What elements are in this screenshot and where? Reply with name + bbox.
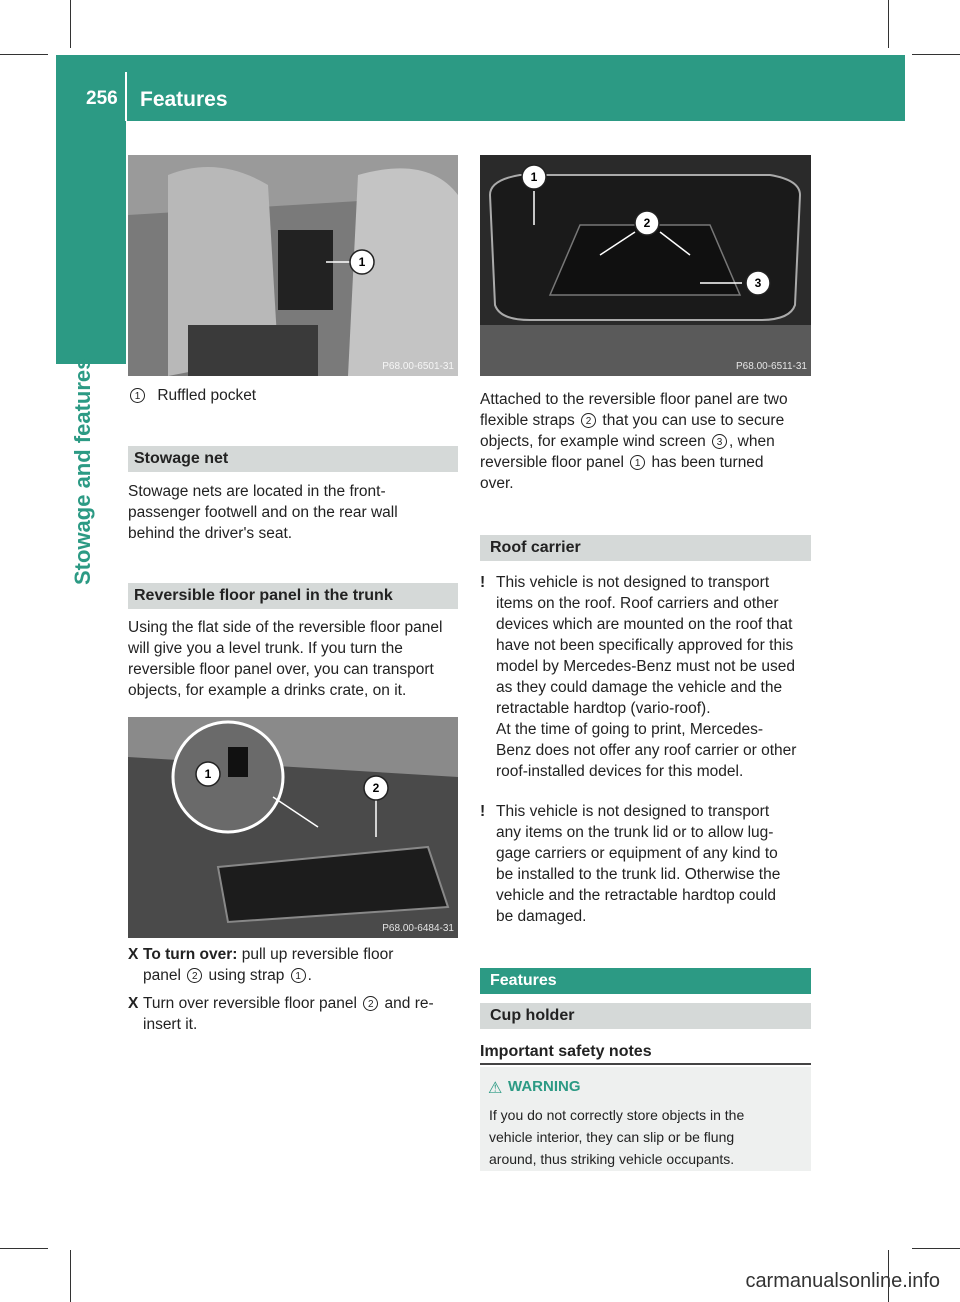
text-line: Benz does not offer any roof carrier or other: [496, 742, 797, 759]
photo-code: P68.00-6511-31: [736, 361, 807, 372]
caption-ruffled-pocket: [128, 385, 256, 406]
text-line: This vehicle is not designed to transport: [496, 574, 770, 591]
text-line: behind the driver's seat.: [128, 525, 293, 542]
floor-panel-photo: [480, 155, 811, 376]
divider: [480, 1063, 811, 1065]
section-title: Features: [140, 88, 228, 111]
svg-text:1: 1: [204, 767, 212, 781]
trunk-illustration: [128, 717, 458, 938]
step-text: pull up reversible floor: [237, 946, 394, 963]
straps-text: [480, 389, 815, 494]
svg-text:2: 2: [643, 216, 651, 230]
callout-number: 3: [712, 434, 727, 449]
step-text: panel: [143, 967, 186, 984]
step-text: Turn over reversible floor panel: [143, 995, 362, 1012]
crop-mark: [912, 54, 960, 55]
text-line: any items on the trunk lid or to allow lug-: [496, 824, 774, 841]
crop-mark: [912, 1248, 960, 1249]
text-line: [480, 410, 815, 431]
text-line: be damaged.: [496, 908, 587, 925]
text-line: reversible floor panel over, you can transport: [128, 661, 434, 678]
text-line: roof-installed devices for this model.: [496, 763, 744, 780]
warning-icon: ⚠: [488, 1080, 503, 1097]
caption-text: Ruffled pocket: [157, 387, 257, 404]
text-line: This vehicle is not designed to transport: [496, 803, 770, 820]
page-number: 256: [86, 88, 118, 109]
text-line: [480, 452, 815, 473]
heading-cup-holder: Cup holder: [480, 1003, 811, 1029]
crop-mark: [0, 1248, 48, 1249]
callout-number: 1: [130, 388, 145, 403]
warning-text: [489, 1104, 807, 1170]
notice-icon: !: [480, 803, 486, 820]
floor-panel-illustration: [480, 155, 811, 376]
text-span: has been turned: [651, 454, 764, 471]
step-text: using strap: [204, 967, 289, 984]
text-line: At the time of going to print, Mercedes-: [496, 721, 764, 738]
watermark: carmanualsonline.info: [745, 1270, 940, 1292]
text-line: around, thus striking vehicle occupants.: [489, 1151, 735, 1167]
text-line: will give you a level trunk. If you turn the: [128, 640, 403, 657]
side-tab: [56, 121, 126, 321]
warning-title: WARNING: [508, 1078, 581, 1095]
text-line: retractable hardtop (vario-roof).: [496, 700, 711, 717]
step-arrow: X: [128, 995, 139, 1012]
crop-mark: [70, 0, 71, 48]
crop-mark: [0, 54, 48, 55]
svg-text:3: 3: [754, 276, 762, 290]
notice-icon: !: [480, 574, 486, 591]
text-line: objects, for example a drinks crate, on it.: [128, 682, 407, 699]
text-line: model by Mercedes-Benz must not be used: [496, 658, 795, 675]
text-line: over.: [480, 475, 514, 492]
heading-stowage-net: Stowage net: [128, 446, 458, 472]
svg-text:1: 1: [530, 170, 538, 184]
heading-roof-carrier: Roof carrier: [480, 535, 811, 561]
text-line: vehicle and the retractable hardtop could: [496, 887, 777, 904]
crop-mark: [70, 1250, 71, 1302]
stowage-net-text: [128, 481, 458, 544]
text-line: Stowage nets are located in the front-: [128, 483, 386, 500]
callout-number: 2: [363, 996, 378, 1011]
seat-illustration: [128, 155, 458, 376]
text-span: reversible floor panel: [480, 454, 624, 471]
step-text: and re-: [380, 995, 434, 1012]
step-turn-over: X To turn over: pull up reversible floor panel 2 using strap 1 .: [128, 946, 394, 984]
step-reinsert: [128, 993, 458, 1033]
text-line: Using the flat side of the reversible floor panel: [128, 619, 443, 636]
text-span: flexible straps: [480, 412, 575, 429]
trunk-photo: [128, 717, 458, 938]
crop-mark: [888, 0, 889, 48]
heading-safety-notes: Important safety notes: [480, 1043, 652, 1060]
heading-features: Features: [480, 968, 811, 994]
callout-number: 1: [630, 455, 645, 470]
text-line: as they could damage the vehicle and the: [496, 679, 783, 696]
text-line: vehicle interior, they can slip or be flung: [489, 1129, 735, 1145]
side-marker: [56, 294, 126, 364]
text-span: , when: [729, 433, 775, 450]
seat-pocket-photo: [128, 155, 458, 376]
floor-panel-text: [128, 617, 460, 701]
photo-code: P68.00-6484-31: [382, 923, 454, 934]
callout-number: 1: [291, 968, 306, 983]
step-label: To turn over:: [143, 946, 238, 963]
text-line: be installed to the trunk lid. Otherwise the: [496, 866, 781, 883]
callout-number: 2: [581, 413, 596, 428]
header-divider: [125, 72, 127, 121]
photo-code: P68.00-6501-31: [382, 361, 454, 372]
chapter-title: Stowage and features: [70, 357, 95, 585]
svg-text:2: 2: [372, 781, 380, 795]
text-line: items on the roof. Roof carriers and other: [496, 595, 779, 612]
step-arrow: X: [128, 946, 139, 963]
svg-text:1: 1: [358, 255, 366, 269]
step-text: insert it.: [143, 1016, 198, 1033]
text-span: objects, for example wind screen: [480, 433, 706, 450]
text-line: gage carriers or equipment of any kind to: [496, 845, 778, 862]
heading-reversible-floor: Reversible floor panel in the trunk: [128, 583, 458, 609]
text-line: devices which are mounted on the roof that: [496, 616, 793, 633]
text-line: [480, 431, 815, 452]
text-span: that you can use to secure: [602, 412, 785, 429]
text-line: Attached to the reversible floor panel are two: [480, 391, 788, 408]
text-line: passenger footwell and on the rear wall: [128, 504, 398, 521]
text-line: If you do not correctly store objects in the: [489, 1107, 745, 1123]
text-line: have not been specifically approved for this: [496, 637, 794, 654]
callout-number: 2: [187, 968, 202, 983]
